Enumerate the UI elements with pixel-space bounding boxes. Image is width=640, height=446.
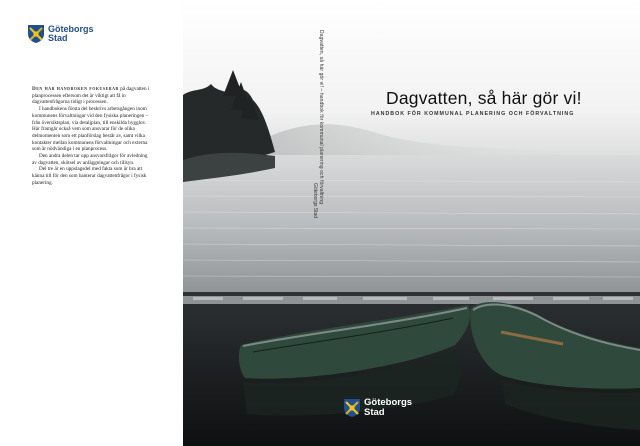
front-cover-subtitle: HANDBOK FÖR KOMMUNAL PLANERING OCH FÖRVALTNING bbox=[371, 111, 575, 117]
logo-wordmark bbox=[48, 25, 94, 43]
blurb-text: på dagvatten i planprocessen eftersom det är viktigt att få in dagvattenfrågorna tidigt i processen. bbox=[32, 86, 150, 106]
spine-title: Dagvatten, så här gör vi! – handbok för kommunal planering och förvaltning bbox=[318, 30, 324, 205]
city-shield-icon bbox=[343, 398, 361, 418]
logo-line-1: Göteborgs bbox=[48, 24, 94, 34]
city-shield-icon bbox=[27, 24, 45, 44]
logo-wordmark bbox=[364, 398, 412, 418]
back-cover bbox=[0, 0, 183, 446]
blurb-paragraph-2: I handbokens första del beskrivs arbetsgången inom kommunens förvaltningar vid den fysiska planeringen – från översiktsplan, via detaljplan, till enskilda bygglov. Här framgår också vem som ansvarar för de olika delmomenten som ett planförslag består av, samt vilka kontakter mellan kommunens förvaltningar och externa som är nödvändiga i en planprocess. bbox=[32, 106, 149, 153]
blurb-paragraph-1 bbox=[32, 86, 150, 106]
cover-photo bbox=[183, 0, 640, 446]
back-cover-blurb bbox=[32, 86, 150, 187]
logo-line-2: Stad bbox=[48, 33, 68, 43]
logo-line-1: Göteborgs bbox=[364, 397, 413, 408]
front-cover-title: Dagvatten, så här gör vi! bbox=[386, 88, 582, 108]
blurb-lead: Den här handboken fokuserar bbox=[32, 86, 119, 92]
back-cover-logo bbox=[27, 24, 94, 44]
logo-line-2: Stad bbox=[364, 407, 385, 418]
lake-boats-illustration bbox=[183, 0, 640, 446]
blurb-paragraph-4: Del tre är en uppslagsdel med fakta som är bra att känna till för den som hanterar dagvattenfrågor i fysisk planering. bbox=[32, 166, 147, 186]
spine-publisher: Göteborgs Stad bbox=[312, 183, 318, 219]
blurb-paragraph-3: Den andra delen tar upp ansvarsfrågor för avledning av dagvatten, skötsel av anläggningar och tillsyn. bbox=[32, 153, 148, 166]
front-cover-logo bbox=[343, 398, 412, 418]
